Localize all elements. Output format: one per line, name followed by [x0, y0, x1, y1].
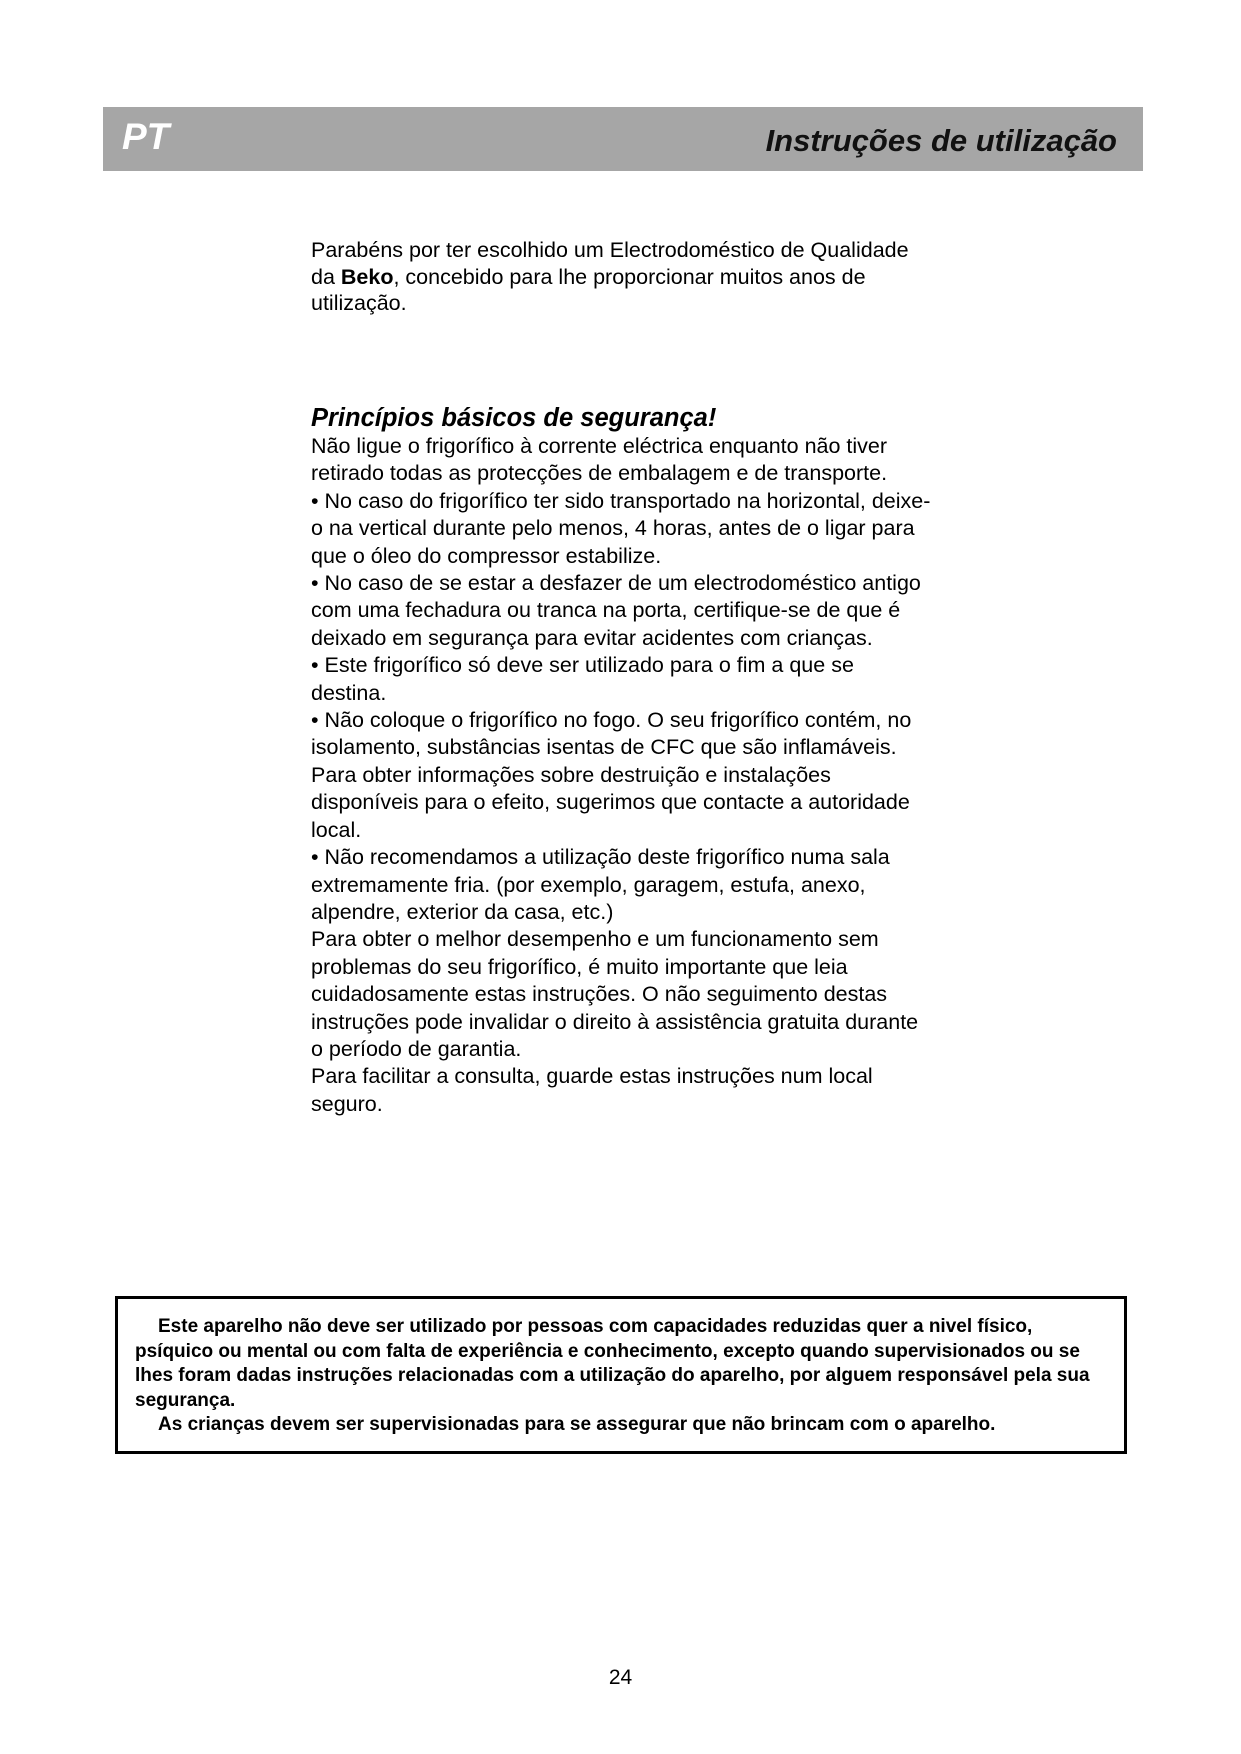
warning-paragraph: Este aparelho não deve ser utilizado por pessoas com capacidades reduzidas quer a nivel físico, psíquico ou mental ou com falta de experiência e conhecimento, excepto quando supervisionados ou se lhes foram dadas instruções relacionadas com a utilização do aparelho, por alguem responsável pela sua segurança. [135, 1316, 1090, 1411]
safety-paragraph: Não ligue o frigorífico à corrente eléctrica enquanto não tiver retirado todas as protecções de embalagem e de transporte. [311, 434, 888, 486]
safety-bullet: • Não coloque o frigorífico no fogo. O seu frigorífico contém, no isolamento, substâncias isentas de CFC que são inflamáveis. Para obter informações sobre destruição e instalações disponíveis para o efeito, sugerimos que contacte a autoridade local. [311, 708, 912, 842]
intro-section [311, 237, 911, 317]
brand-name: Beko [340, 264, 394, 289]
safety-body [311, 433, 931, 1118]
safety-paragraph: Para obter o melhor desempenho e um funcionamento sem problemas do seu frigorífico, é muito importante que leia cuidadosamente estas instruções. O não seguimento destas instruções pode invalidar o direito à assistência gratuita durante o período de garantia. [311, 927, 919, 1061]
safety-bullet: • No caso de se estar a desfazer de um electrodoméstico antigo com uma fechadura ou tranca na porta, certifique-se de que é deixado em segurança para evitar acidentes com crianças. [311, 571, 921, 650]
safety-paragraph: Para facilitar a consulta, guarde estas instruções num local seguro. [311, 1064, 873, 1116]
intro-paragraph [311, 237, 911, 317]
warning-box [115, 1296, 1127, 1454]
warning-paragraph: As crianças devem ser supervisionadas para se assegurar que não brincam com o aparelho. [158, 1414, 996, 1435]
intro-text-start: Parabéns por ter escolhido um Electrodoméstico de Qualidade da [311, 238, 909, 289]
safety-bullet: • Este frigorífico só deve ser utilizado para o fim a que se destina. [311, 653, 854, 705]
safety-section [311, 403, 931, 1118]
intro-text-end: , concebido para lhe proporcionar muitos anos de utilização. [311, 264, 866, 315]
safety-bullet: • Não recomendamos a utilização deste frigorífico numa sala extremamente fria. (por exemplo, garagem, estufa, anexo, alpendre, exterior da casa, etc.) [311, 845, 890, 924]
page-title: Instruções de utilização [765, 123, 1117, 158]
language-code: PT [122, 116, 170, 157]
safety-heading: Princípios básicos de segurança! [311, 404, 717, 432]
header-bar [103, 107, 1143, 171]
page-number: 24 [608, 1666, 633, 1689]
safety-bullet: • No caso do frigorífico ter sido transportado na horizontal, deixe-o na vertical durante pelo menos, 4 horas, antes de o ligar para que o óleo do compressor estabilize. [311, 488, 931, 568]
